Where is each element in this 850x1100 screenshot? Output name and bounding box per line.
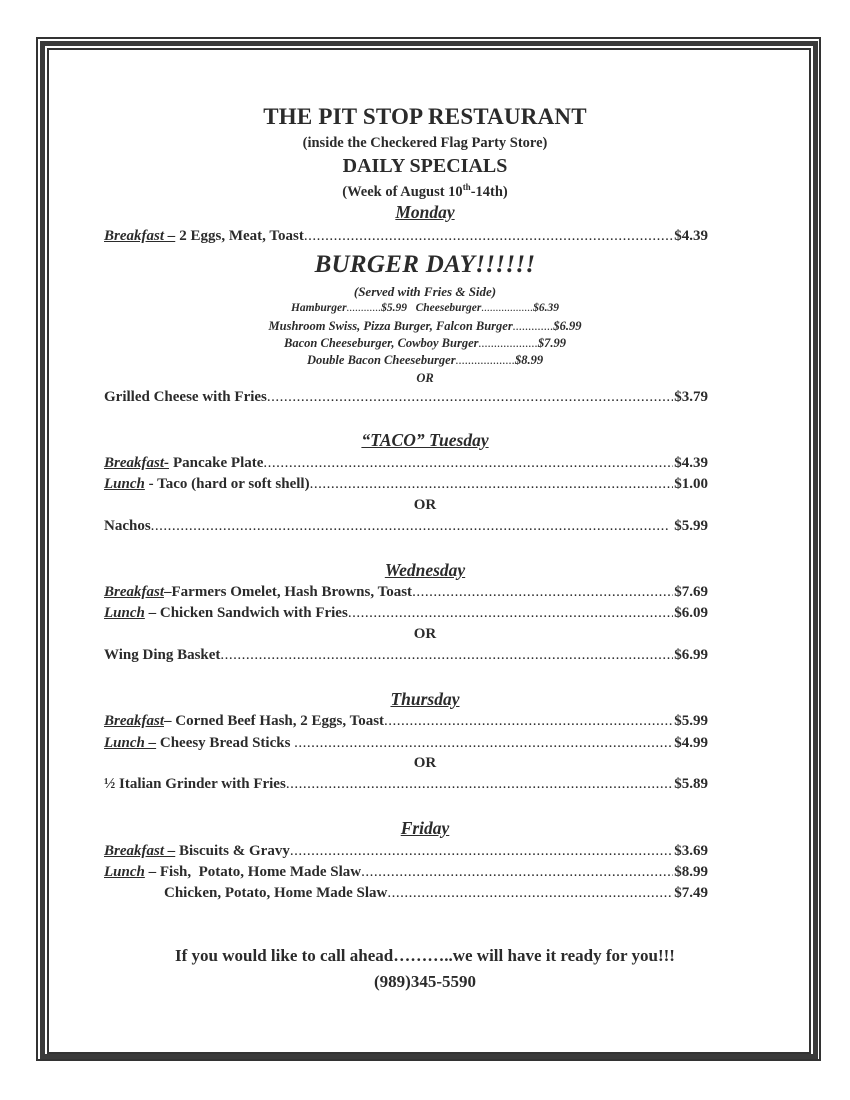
dot-leader — [151, 518, 670, 535]
or-separator: OR — [413, 497, 437, 513]
day-heading-monday: Monday — [395, 202, 455, 222]
dot-leader — [387, 885, 673, 902]
menu-row-tuesday-alt — [104, 518, 708, 535]
menu-item: –Farmers Omelet, Hash Browns, Toast — [164, 584, 413, 600]
dot-leader: ............. — [512, 319, 554, 333]
restaurant-title: THE PIT STOP RESTAURANT — [263, 104, 587, 129]
dot-leader — [310, 476, 674, 493]
served-with-note: (Served with Fries & Side) — [353, 284, 497, 299]
menu-price: $3.79 — [674, 389, 708, 405]
burger-price: $7.99 — [537, 336, 566, 350]
menu-row-wednesday-lunch — [104, 605, 708, 622]
menu-row-friday-lunch — [104, 864, 708, 881]
menu-price: $3.69 — [674, 843, 708, 859]
call-ahead-note: If you would like to call ahead………..we will have it ready for you!!! — [175, 946, 675, 965]
dot-leader: ................... — [478, 336, 538, 350]
meal-label: Breakfast – — [104, 843, 176, 859]
menu-price: $4.99 — [674, 735, 708, 751]
meal-label: Breakfast – — [104, 228, 176, 244]
menu-item: Biscuits & Gravy — [175, 843, 290, 859]
burger-line — [0, 353, 850, 368]
menu-item: – Fish, Potato, Home Made Slaw — [144, 864, 362, 880]
menu-item: – Corned Beef Hash, 2 Eggs, Toast — [164, 713, 385, 729]
meal-label: Breakfast — [104, 584, 164, 600]
meal-label: Lunch — [104, 864, 145, 880]
or-separator: OR — [416, 371, 434, 385]
menu-row-thursday-alt — [104, 776, 708, 793]
week-suffix: -14th) — [470, 183, 508, 200]
burger-name: Bacon Cheeseburger, Cowboy Burger — [284, 336, 479, 350]
dot-leader: ................... — [455, 353, 515, 367]
burger-line — [0, 319, 850, 334]
burger-name: Cheeseburger — [415, 302, 482, 314]
menu-item: Pancake Plate — [173, 455, 264, 471]
menu-row-friday-breakfast — [104, 843, 708, 860]
menu-item: ½ Italian Grinder with Fries — [104, 776, 286, 792]
dot-leader: .................. — [481, 302, 534, 314]
menu-row-wednesday-alt — [104, 647, 708, 664]
menu-price: $5.99 — [674, 713, 708, 729]
burger-price: $6.99 — [553, 319, 582, 333]
restaurant-subtitle: (inside the Checkered Flag Party Store) — [302, 135, 548, 151]
day-heading-friday: Friday — [400, 818, 450, 838]
burger-day-banner: BURGER DAY!!!!!! — [314, 251, 536, 278]
specials-heading: DAILY SPECIALS — [342, 155, 508, 177]
menu-item: 2 Eggs, Meat, Toast — [179, 228, 304, 244]
menu-item: Nachos — [104, 518, 151, 534]
dot-leader — [263, 455, 673, 472]
burger-line — [0, 302, 850, 314]
meal-label: Breakfast — [104, 713, 164, 729]
meal-label: Lunch – — [104, 735, 157, 751]
menu-item: Cheesy Bread Sticks — [156, 735, 295, 751]
day-heading-tuesday: “TACO” Tuesday — [361, 430, 489, 450]
phone-number[interactable]: (989)345-5590 — [374, 972, 476, 991]
menu-price: $4.39 — [674, 228, 708, 244]
or-separator: OR — [413, 755, 437, 771]
dot-leader — [286, 776, 673, 793]
menu-item: - Taco (hard or soft shell) — [144, 476, 310, 492]
menu-price: $8.99 — [674, 864, 708, 880]
day-heading-thursday: Thursday — [390, 689, 460, 709]
burger-price: $8.99 — [514, 353, 544, 367]
meal-label: Lunch — [104, 605, 145, 621]
menu-row-monday-alt — [104, 389, 708, 406]
menu-row-wednesday-breakfast — [104, 584, 708, 601]
menu-item: – Chicken Sandwich with Fries — [144, 605, 348, 621]
menu-price: $5.99 — [670, 518, 708, 534]
menu-price: $7.49 — [674, 885, 708, 901]
menu-price: $6.09 — [674, 605, 708, 621]
burger-name: Mushroom Swiss, Pizza Burger, Falcon Burger — [268, 319, 513, 333]
dot-leader — [304, 228, 673, 245]
menu-item: Wing Ding Basket — [104, 647, 221, 663]
menu-price: $5.89 — [674, 776, 708, 792]
dot-leader — [267, 389, 673, 406]
burger-price: $6.39 — [533, 302, 560, 314]
menu-item: Chicken, Potato, Home Made Slaw — [164, 885, 388, 901]
menu-price: $7.69 — [674, 584, 708, 600]
dot-leader — [220, 647, 673, 664]
meal-label: Breakfast- — [104, 455, 169, 471]
menu-price: $6.99 — [674, 647, 708, 663]
dot-leader — [412, 584, 673, 601]
burger-price: $5.99 — [381, 302, 407, 314]
menu-price: $4.39 — [674, 455, 708, 471]
burger-name: Double Bacon Cheeseburger — [306, 353, 456, 367]
dot-leader: ............ — [346, 302, 382, 314]
dot-leader — [348, 605, 673, 622]
or-separator: OR — [413, 626, 437, 642]
menu-row-tuesday-breakfast — [104, 455, 708, 472]
menu-item: Grilled Cheese with Fries — [104, 389, 267, 405]
week-range — [0, 182, 850, 201]
burger-name: Hamburger — [290, 302, 347, 314]
menu-row-friday-lunch-2 — [164, 885, 708, 902]
day-heading-wednesday: Wednesday — [384, 560, 466, 580]
meal-label: Lunch — [104, 476, 145, 492]
dot-leader — [294, 735, 673, 752]
dot-leader — [290, 843, 673, 860]
burger-line — [0, 336, 850, 351]
dot-leader — [361, 864, 673, 881]
menu-price: $1.00 — [674, 476, 708, 492]
menu-row-thursday-breakfast — [104, 713, 708, 730]
menu-row-tuesday-lunch — [104, 476, 708, 493]
week-superscript: th — [462, 182, 471, 192]
menu-row-monday-breakfast — [104, 228, 708, 245]
menu-row-thursday-lunch — [104, 735, 708, 752]
dot-leader — [384, 713, 673, 730]
week-prefix: (Week of August 10 — [342, 183, 463, 200]
